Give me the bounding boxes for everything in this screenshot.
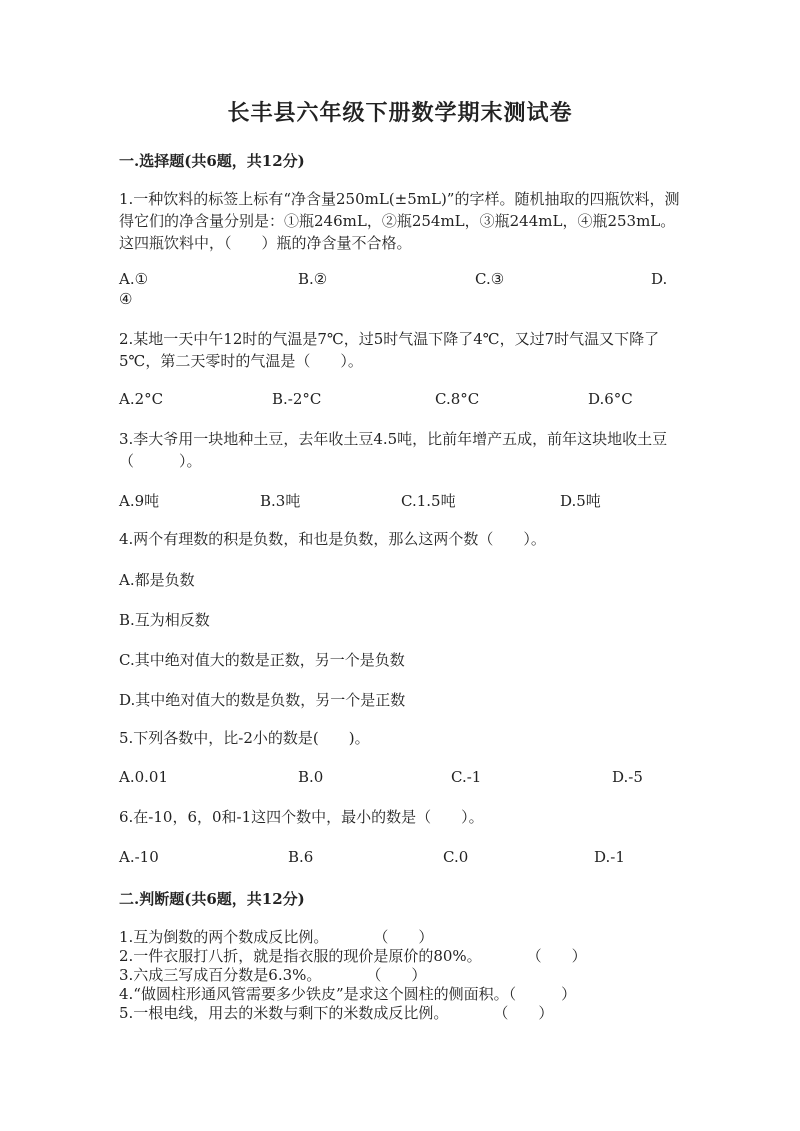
question-6-option-d[interactable]: D.-1 <box>594 848 625 866</box>
question-3-option-b[interactable]: B.3吨 <box>260 492 301 510</box>
question-6-text: 6.在-10，6，0和-1这四个数中，最小的数是（ ）。 <box>119 808 484 826</box>
question-4-option-a[interactable]: A.都是负数 <box>119 571 195 589</box>
question-2-option-c[interactable]: C.8°C <box>435 390 480 408</box>
question-2-text: 2.某地一天中午12时的气温是7℃，过5时气温下降了4℃，又过7时气温又下降了5℃，第二天零时的气温是（ ）。 <box>119 330 660 370</box>
question-1-option-a[interactable]: A.① <box>119 270 149 288</box>
question-6-option-c[interactable]: C.0 <box>443 848 469 866</box>
page-title: 长丰县六年级下册数学期末测试卷 <box>227 100 573 126</box>
question-3-option-d[interactable]: D.5吨 <box>560 492 601 510</box>
question-6-option-b[interactable]: B.6 <box>288 848 314 866</box>
question-5-option-a[interactable]: A.0.01 <box>119 768 168 786</box>
judgement-item-5: 5.一根电线，用去的米数与剩下的米数成反比例。 （ ） <box>119 1004 554 1022</box>
question-1-option-b[interactable]: B.② <box>298 270 328 288</box>
section-heading-choice: 一.选择题(共6题，共12分) <box>119 152 305 170</box>
judgement-item-1: 1.互为倒数的两个数成反比例。 （ ） <box>119 928 434 946</box>
question-3-option-c[interactable]: C.1.5吨 <box>401 492 456 510</box>
question-5-option-d[interactable]: D.-5 <box>612 768 643 786</box>
question-6-option-a[interactable]: A.-10 <box>119 848 159 866</box>
question-5-option-b[interactable]: B.0 <box>298 768 324 786</box>
judgement-item-4: 4.“做圆柱形通风管需要多少铁皮”是求这个圆柱的侧面积。（ ） <box>119 985 577 1003</box>
judgement-item-2: 2.一件衣服打八折，就是指衣服的现价是原价的80%。 （ ） <box>119 947 587 965</box>
question-1-option-c[interactable]: C.③ <box>475 270 505 288</box>
question-3-text: 3.李大爷用一块地种土豆，去年收土豆4.5吨，比前年增产五成，前年这块地收土豆（ ）。 <box>119 430 668 470</box>
question-1-option-d-value[interactable]: ④ <box>119 290 133 308</box>
question-2-option-a[interactable]: A.2°C <box>119 390 164 408</box>
question-4-option-d[interactable]: D.其中绝对值大的数是负数，另一个是正数 <box>119 691 406 709</box>
question-4-option-c[interactable]: C.其中绝对值大的数是正数，另一个是负数 <box>119 651 405 669</box>
question-1-text: 1.一种饮料的标签上标有“净含量250mL(±5mL)”的字样。随机抽取的四瓶饮料，测得它们的净含量分别是：①瓶246mL，②瓶254mL，③瓶244mL，④瓶253mL。这四瓶饮料中，（ ）瓶的净含量不合格。 <box>119 190 680 252</box>
question-1-option-d[interactable]: D. <box>651 270 668 288</box>
section-heading-judgement: 二.判断题(共6题，共12分) <box>119 890 305 908</box>
question-4-option-b[interactable]: B.互为相反数 <box>119 611 210 629</box>
question-2-option-b[interactable]: B.-2°C <box>272 390 322 408</box>
question-2-option-d[interactable]: D.6°C <box>588 390 633 408</box>
question-5-option-c[interactable]: C.-1 <box>451 768 482 786</box>
question-5-text: 5.下列各数中，比-2小的数是( )。 <box>119 729 370 747</box>
question-3-option-a[interactable]: A.9吨 <box>119 492 160 510</box>
judgement-item-3: 3.六成三写成百分数是6.3%。 （ ） <box>119 966 427 984</box>
question-4-text: 4.两个有理数的积是负数，和也是负数，那么这两个数（ ）。 <box>119 530 546 548</box>
